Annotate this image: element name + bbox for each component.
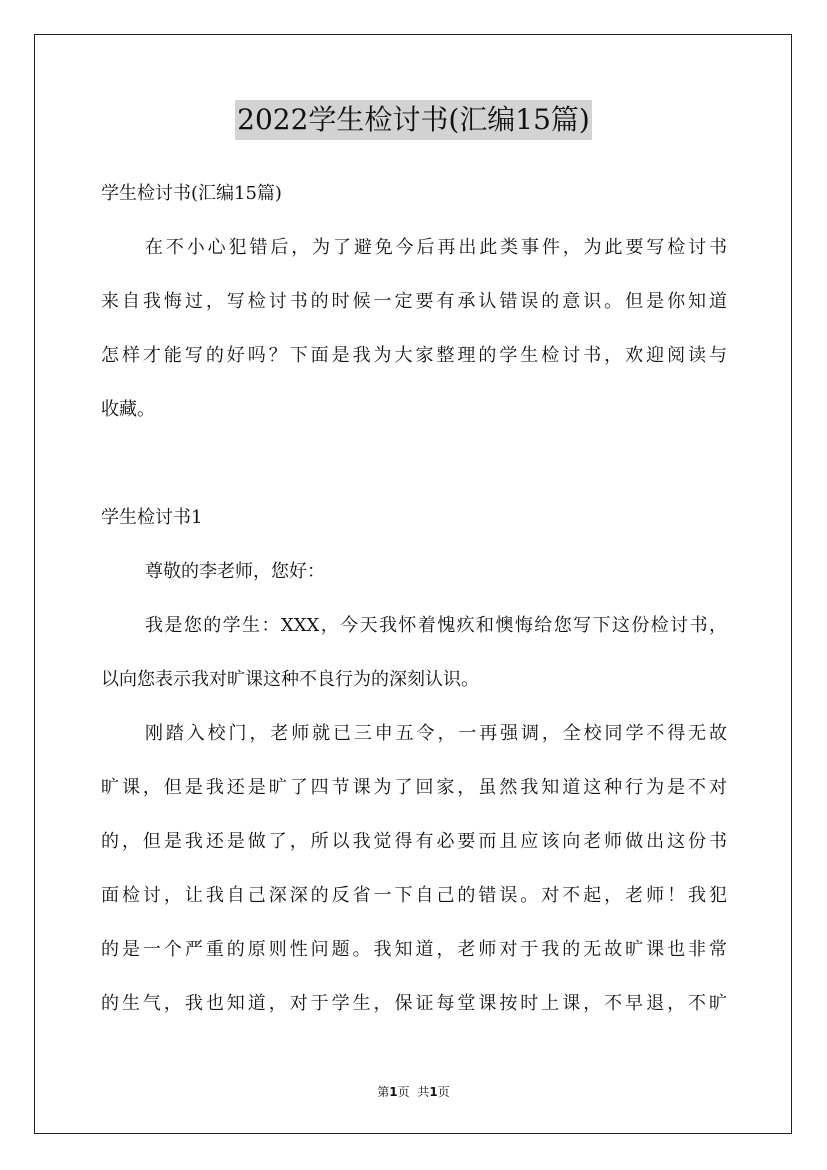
intro-line-4: 收藏。 <box>101 399 155 420</box>
page-current: 1 <box>389 1085 398 1099</box>
para2-line-4: 面检讨，让我自己深深的反省一下自己的错误。对不起，老师！我犯 <box>101 885 727 906</box>
para1-line-2: 以向您表示我对旷课这种不良行为的深刻认识。 <box>101 669 479 690</box>
intro-line-3: 怎样才能写的好吗？下面是我为大家整理的学生检讨书，欢迎阅读与 <box>101 345 727 366</box>
total-prefix: 共 <box>417 1085 430 1099</box>
para1-line-1: 我是您的学生：XXX，今天我怀着愧疚和懊悔给您写下这份检讨书， <box>145 615 727 636</box>
page-total: 1 <box>429 1085 438 1099</box>
document-title: 2022学生检讨书(汇编15篇) <box>235 100 592 140</box>
document-subtitle: 学生检讨书(汇编15篇) <box>101 183 282 204</box>
intro-line-2: 来自我悔过，写检讨书的时候一定要有承认错误的意识。但是你知道 <box>101 291 727 312</box>
greeting: 尊敬的李老师，您好： <box>145 561 325 582</box>
page-prefix: 第 <box>377 1085 390 1099</box>
title-container <box>0 100 827 140</box>
para2-line-5: 的是一个严重的原则性问题。我知道，老师对于我的无故旷课也非常 <box>101 939 727 960</box>
para2-line-2: 旷课，但是我还是旷了四节课为了回家，虽然我知道这种行为是不对 <box>101 777 727 798</box>
para2-line-3: 的，但是我还是做了，所以我觉得有必要而且应该向老师做出这份书 <box>101 831 727 852</box>
para2-line-6: 的生气，我也知道，对于学生，保证每堂课按时上课，不早退，不旷 <box>101 993 727 1014</box>
total-unit: 页 <box>437 1085 450 1099</box>
section-heading: 学生检讨书1 <box>101 507 203 528</box>
page-footer <box>0 1084 827 1100</box>
intro-line-1: 在不小心犯错后，为了避免今后再出此类事件，为此要写检讨书 <box>145 237 727 258</box>
para2-line-1: 刚踏入校门，老师就已三申五令，一再强调，全校同学不得无故 <box>145 723 727 744</box>
page-unit: 页 <box>397 1085 410 1099</box>
